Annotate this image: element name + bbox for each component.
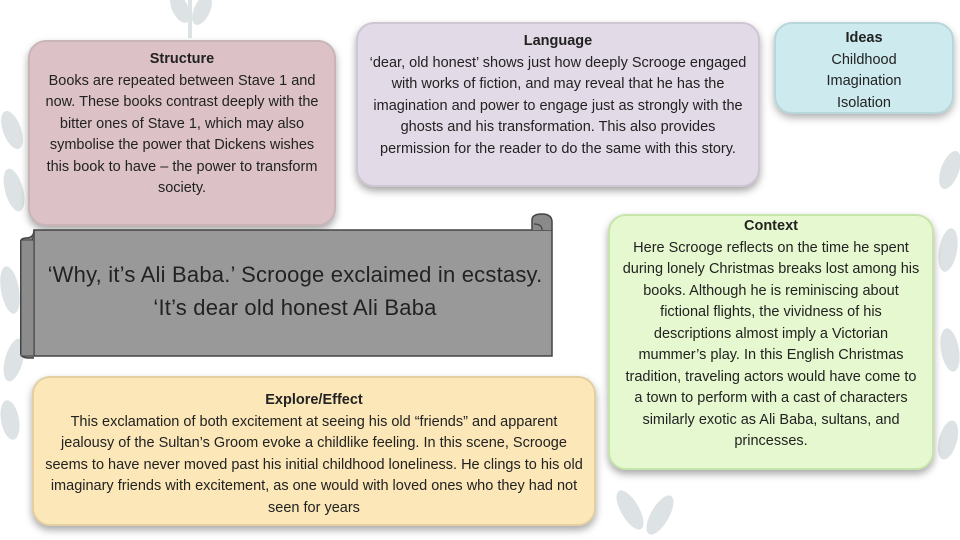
context-box xyxy=(608,214,934,470)
ideas-title: Ideas xyxy=(845,30,883,46)
structure-box xyxy=(28,40,336,226)
quote-text: ‘Why, it’s Ali Baba.’ Scrooge exclaimed in ecstasy. ‘It’s dear old honest Ali Baba xyxy=(47,262,543,320)
explore-effect-box xyxy=(32,376,596,526)
ideas-item-childhood: Childhood xyxy=(831,51,897,68)
language-title: Language xyxy=(523,33,593,49)
language-box xyxy=(356,22,760,187)
ideas-item-imagination: Imagination xyxy=(826,73,902,89)
leaf-decoration-right xyxy=(930,150,960,470)
explore-body: This exclamation of both excitement at seeing his old “friends” and apparent jealousy of the Sultan’s Groom evoke a childlike feeling. In this scene, Scrooge seems to have never moved past his initial childhood loneliness. He clings to his old imaginary friends with excitement, as one would with loved ones who they had not seen for years xyxy=(45,413,583,516)
structure-title: Structure xyxy=(149,51,215,67)
ideas-box xyxy=(774,22,954,114)
context-body: Here Scrooge reflects on the time he spent during lonely Christmas breaks lost among his books. Although he is reminiscing about fictional flights, the vividness of his descriptions almost imply a Victorian mummer’s play. In this English Christmas tradition, traveling actors would have come to a town to perform with a cast of characters similarly exotic as Ali Baba, sultans, and princesses. xyxy=(622,239,920,449)
ideas-item-isolation: Isolation xyxy=(836,94,891,111)
explore-title: Explore/Effect xyxy=(265,392,363,408)
structure-body: Books are repeated between Stave 1 and now. These books contrast deeply with the bitter ones of Stave 1, which may also symbolise the power that Dickens wishes this book to have – the power to transform society. xyxy=(45,72,319,196)
context-title: Context xyxy=(744,218,798,234)
language-body: ‘dear, old honest’ shows just how deeply Scrooge engaged with works of fiction, and may reveal that he has the imagination and power to engage just as strongly with the ghosts and his transformation. This also provides permission for the reader to do the same with this story. xyxy=(369,54,747,157)
leaf-decoration-bottom xyxy=(600,470,690,540)
leaf-decoration-top xyxy=(150,0,240,40)
